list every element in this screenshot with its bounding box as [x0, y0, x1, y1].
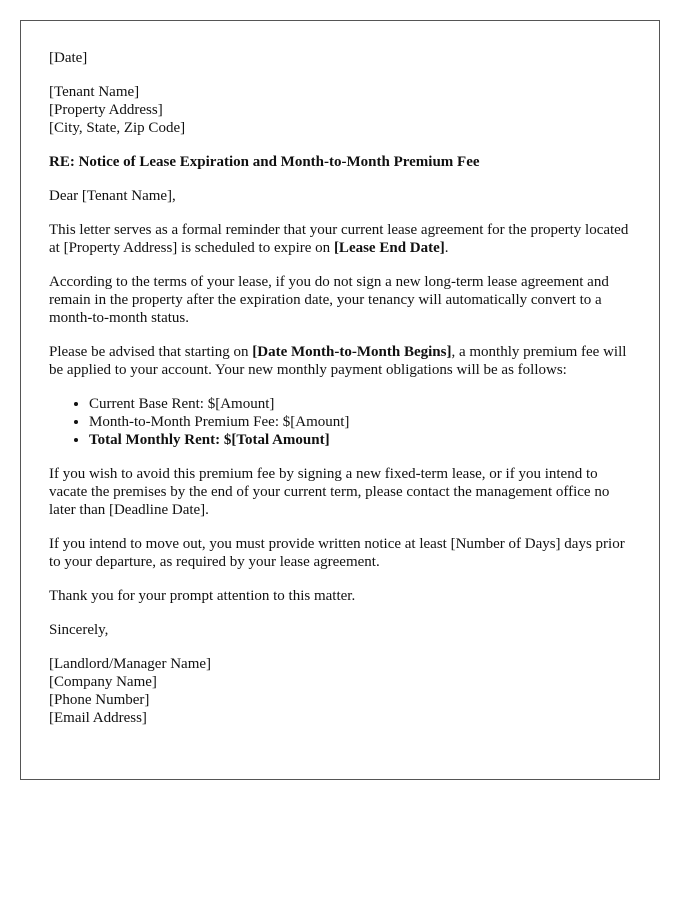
- salutation: Dear [Tenant Name],: [49, 188, 176, 204]
- lease-end-date: [Lease End Date]: [333, 240, 445, 256]
- recipient-property-address: [Property Address]: [49, 102, 163, 118]
- recipient-city-state-zip: [City, State, Zip Code]: [49, 120, 186, 136]
- paragraph-premium-fee-text: Please be advised that starting on: [49, 344, 253, 360]
- signature-block: [49, 655, 631, 727]
- month-to-month-start-date: [Date Month-to-Month Begins]: [252, 344, 452, 360]
- subject-line: RE: Notice of Lease Expiration and Month-to-Month Premium Fee: [49, 154, 480, 170]
- list-item-base-rent: • Current Base Rent: $[Amount]: [89, 395, 631, 413]
- signature-company: [Company Name]: [49, 674, 157, 690]
- paragraph-contact-management: If you wish to avoid this premium fee by signing a new fixed-term lease, or if you intend to vacate the premises by the end of your current term, please contact the management office no later than [Deadline Date].: [49, 466, 610, 518]
- closing: Sincerely,: [49, 622, 109, 638]
- paragraph-lease-expiration: [49, 221, 631, 257]
- letter-date: [Date]: [49, 50, 88, 66]
- date-block: [49, 49, 631, 67]
- paragraph-premium-fee-end: , a monthly premium fee will be applied to your account. Your new monthly payment obligations will be as follows:: [49, 344, 627, 378]
- list-item-premium-fee: • Month-to-Month Premium Fee: $[Amount]: [89, 413, 631, 431]
- paragraph-thank-you: Thank you for your prompt attention to this matter.: [49, 588, 356, 604]
- paragraph-month-to-month-conversion: According to the terms of your lease, if you do not sign a new long-term lease agreement and remain in the property after the expiration date, your tenancy will automatically convert to a month-to-month status.: [49, 274, 609, 326]
- paragraph-move-out-notice: If you intend to move out, you must provide written notice at least [Number of Days] days prior to your departure, as required by your lease agreement.: [49, 536, 625, 570]
- recipient-address-block: [49, 83, 631, 137]
- signature-email: [Email Address]: [49, 710, 147, 726]
- recipient-name: [Tenant Name]: [49, 84, 140, 100]
- paragraph-premium-fee: [49, 343, 631, 379]
- list-item-total-rent: • Total Monthly Rent: $[Total Amount]: [89, 431, 631, 449]
- payment-obligations-list: [49, 395, 631, 449]
- paragraph-lease-expiration-end: .: [444, 240, 449, 256]
- signature-phone: [Phone Number]: [49, 692, 150, 708]
- letter-page: [20, 20, 660, 780]
- signature-name: [Landlord/Manager Name]: [49, 656, 212, 672]
- paragraph-lease-expiration-text: This letter serves as a formal reminder that your current lease agreement for the property located at [Property Address] is scheduled to expire on: [49, 222, 629, 256]
